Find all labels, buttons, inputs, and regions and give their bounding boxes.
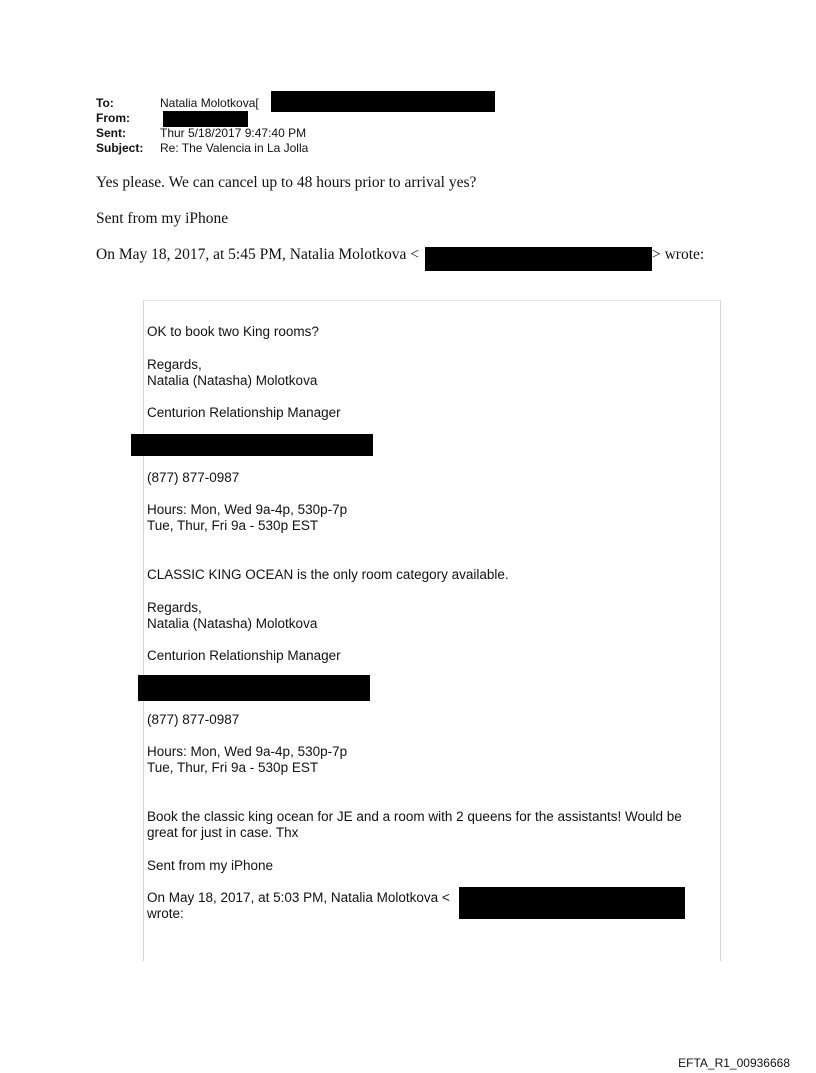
quoted-hours1a: Hours: Mon, Wed 9a-4p, 530p-7p: [147, 502, 348, 517]
quoted-phone1: (877) 877-0987: [147, 470, 240, 485]
from-label: From:: [96, 111, 130, 125]
quoted-name2: Natalia (Natasha) Molotkova: [147, 616, 318, 631]
quoted-hours1b: Tue, Thur, Fri 9a - 530p EST: [147, 518, 319, 533]
reply-line: Yes please. We can cancel up to 48 hours prior to arrival yes?: [96, 174, 477, 191]
document-id: EFTA_R1_00936668: [678, 1056, 790, 1070]
redaction-quote-email: [425, 247, 652, 271]
quoted-title1: Centurion Relationship Manager: [147, 405, 341, 420]
quote-intro-suffix: > wrote:: [652, 246, 705, 263]
quoted-signature3: Sent from my iPhone: [147, 858, 274, 873]
sent-row: [96, 127, 306, 140]
quoted-intro3: On May 18, 2017, at 5:03 PM, Natalia Molotkova <: [147, 890, 450, 905]
quoted-hours2b: Tue, Thur, Fri 9a - 530p EST: [147, 760, 319, 775]
subject-row: [96, 142, 308, 155]
quoted-msg1: OK to book two King rooms?: [147, 324, 319, 339]
redaction-to-email: [271, 91, 495, 112]
sent-value: Thur 5/18/2017 9:47:40 PM: [160, 126, 307, 140]
quoted-regards1: Regards,: [147, 357, 202, 372]
quoted-intro3-suffix: wrote:: [147, 906, 184, 921]
quoted-hours2a: Hours: Mon, Wed 9a-4p, 530p-7p: [147, 744, 348, 759]
quote-intro: [96, 246, 419, 264]
quoted-name1: Natalia (Natasha) Molotkova: [147, 373, 318, 388]
quoted-phone2: (877) 877-0987: [147, 712, 240, 727]
redaction-email3: [459, 887, 685, 919]
subject-label: Subject:: [96, 141, 144, 155]
redaction-contact2: [138, 675, 370, 701]
quoted-title2: Centurion Relationship Manager: [147, 648, 341, 663]
sent-label: Sent:: [96, 126, 126, 140]
to-label: To:: [96, 96, 114, 110]
quoted-regards2: Regards,: [147, 600, 202, 615]
reply-signature: Sent from my iPhone: [96, 210, 229, 227]
quoted-msg3: Book the classic king ocean for JE and a room with 2 queens for the assistants! Would be great for just in case. Thx: [147, 809, 682, 840]
redaction-from: [163, 111, 248, 127]
subject-value: Re: The Valencia in La Jolla: [160, 141, 309, 155]
quoted-msg2: CLASSIC KING OCEAN is the only room category available.: [147, 567, 509, 582]
redaction-contact1: [131, 434, 373, 456]
from-row: [96, 112, 160, 125]
quote-intro-prefix: On May 18, 2017, at 5:45 PM, Natalia Molotkova <: [96, 246, 420, 263]
to-row: [96, 97, 259, 110]
to-value: Natalia Molotkova[: [160, 96, 259, 110]
